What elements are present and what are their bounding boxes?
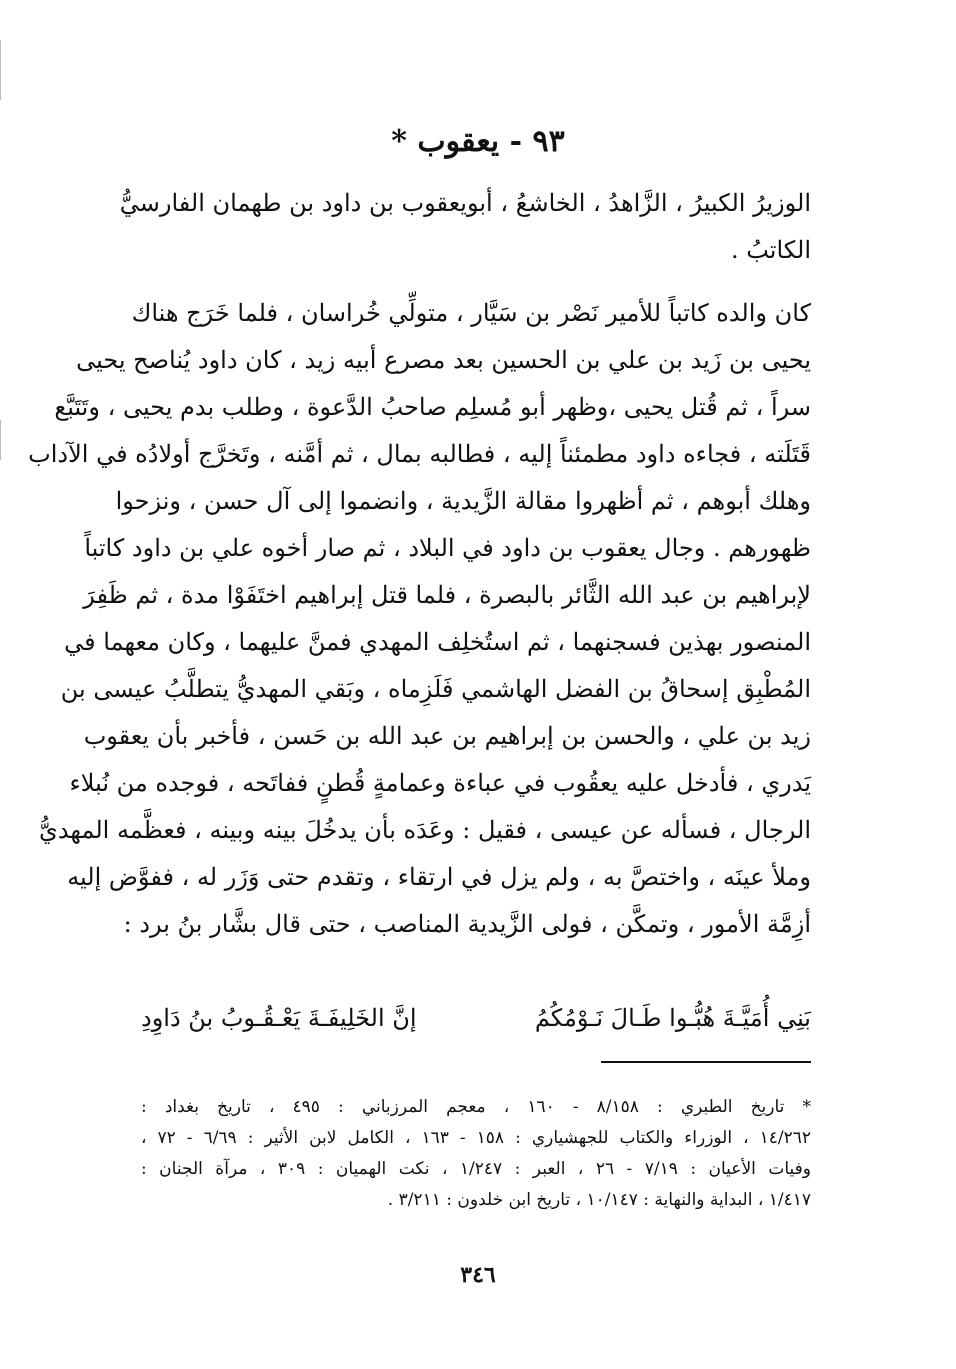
text-line: المُطْبِق إسحاقُ بن الفضل الهاشمي فَلَزِماه ، وبَقي المهديُّ يتطلَّبُ عيسى بن [60,675,811,703]
text-line: الرجال ، فسأله عن عيسى ، فقيل : وعَدَه بأن يدخُلَ بينه وبينه ، فعظَّمه المهديُّ [39,816,811,844]
page-number: ٣٤٦ [460,1262,496,1288]
poem-verse [141,995,811,1042]
verse-second-hemistich: إنَّ الخَلِيفَـةَ يَعْـقُـوبُ بنُ دَاوِدِ [141,1004,417,1032]
entry-heading: ٩٣ - يعقوب * [391,124,565,159]
footnote-line: ١٤/٢٦٢ ، الوزراء والكتاب للجهشياري : ١٥٨ - ١٦٣ ، الكامل لابن الأثير : ٦/٦٩ - ٧٢ ، [141,1128,811,1148]
scan-edge-mark [0,420,1,460]
footnote-line: * تاريخ الطبري : ٨/١٥٨ - ١٦٠ ، معجم المرزباني : ٤٩٥ ، تاريخ بغداد : [141,1097,811,1117]
footnotes [141,1092,811,1216]
intro-paragraph [119,180,811,274]
footnote-divider [601,1061,811,1063]
text-line: الكاتبُ . [730,236,811,264]
text-line: قَتَلَته ، فجاءه داود مطمئناً إليه ، فطالبه بمال ، ثم أمَّنه ، وتَخرَّج أولادُه في الآداب [28,440,811,468]
text-line: زيد بن علي ، والحسن بن إبراهيم بن عبد الله بن حَسن ، فأخبر بأن يعقوب [83,722,811,750]
narrative-paragraph [28,290,811,948]
text-line: يحيى بن زَيد بن علي بن الحسين بعد مصرع أبيه زيد ، كان داود يُناصح يحيى [76,346,811,374]
text-line: سراً ، ثم قُتل يحيى ،وظهر أبو مُسلِم صاحبُ الدَّعوة ، وطلب بدم يحيى ، وتَتَبَّع [54,393,811,421]
text-line: أزِمَّة الأمور ، وتمكَّن ، فولى الزَّيدية المناصب ، حتى قال بشَّار بنُ برد : [123,910,811,938]
text-line: الوزيرُ الكبيرُ ، الزَّاهدُ ، الخاشعُ ، أبويعقوب بن داود بن طهمان الفارسيُّ [119,189,811,217]
scan-edge-mark [0,40,1,100]
footnote-line: وفيات الأعيان : ٧/١٩ - ٢٦ ، العبر : ١/٢٤٧ ، نكت الهميان : ٣٠٩ ، مرآة الجنان : [141,1159,811,1179]
text-line: يَدري ، فأدخل عليه يعقُوب في عباءة وعمامةٍ قُطنٍ ففاتَحه ، فوجده من نُبلاء [69,769,811,797]
text-line: ظهورهم . وجال يعقوب بن داود في البلاد ، ثم صار أخوه علي بن داود كاتباً [84,534,811,562]
text-line: وملأ عينَه ، واختصَّ به ، ولم يزل في ارتقاء ، وتقدم حتى وَزَر له ، ففوَّض إليه [67,863,811,891]
footnote-line: ١/٤١٧ ، البداية والنهاية : ١٠/١٤٧ ، تاريخ ابن خلدون : ٣/٢١١ . [387,1190,811,1210]
text-line: وهلك أبوهم ، ثم أظهروا مقالة الزَّيدية ، وانضموا إلى آل حسن ، ونزحوا [115,487,811,515]
verse-first-hemistich: بَنِي أُمَيَّـةَ هُبُّـوا طَـالَ نَـوْمُكُمُ [534,1004,811,1032]
text-line: كان والده كاتباً للأمير نَصْر بن سَيَّار ، متولِّي خُراسان ، فلما خَرَج هناك [131,299,811,327]
text-line: المنصور بهذين فسجنهما ، ثم استُخلِف المهدي فمنَّ عليهما ، وكان معهما في [64,628,811,656]
text-line: لإبراهيم بن عبد الله الثَّائر بالبصرة ، فلما قتل إبراهيم اختَفَوْا مدة ، ثم ظَفِرَ [83,581,811,609]
